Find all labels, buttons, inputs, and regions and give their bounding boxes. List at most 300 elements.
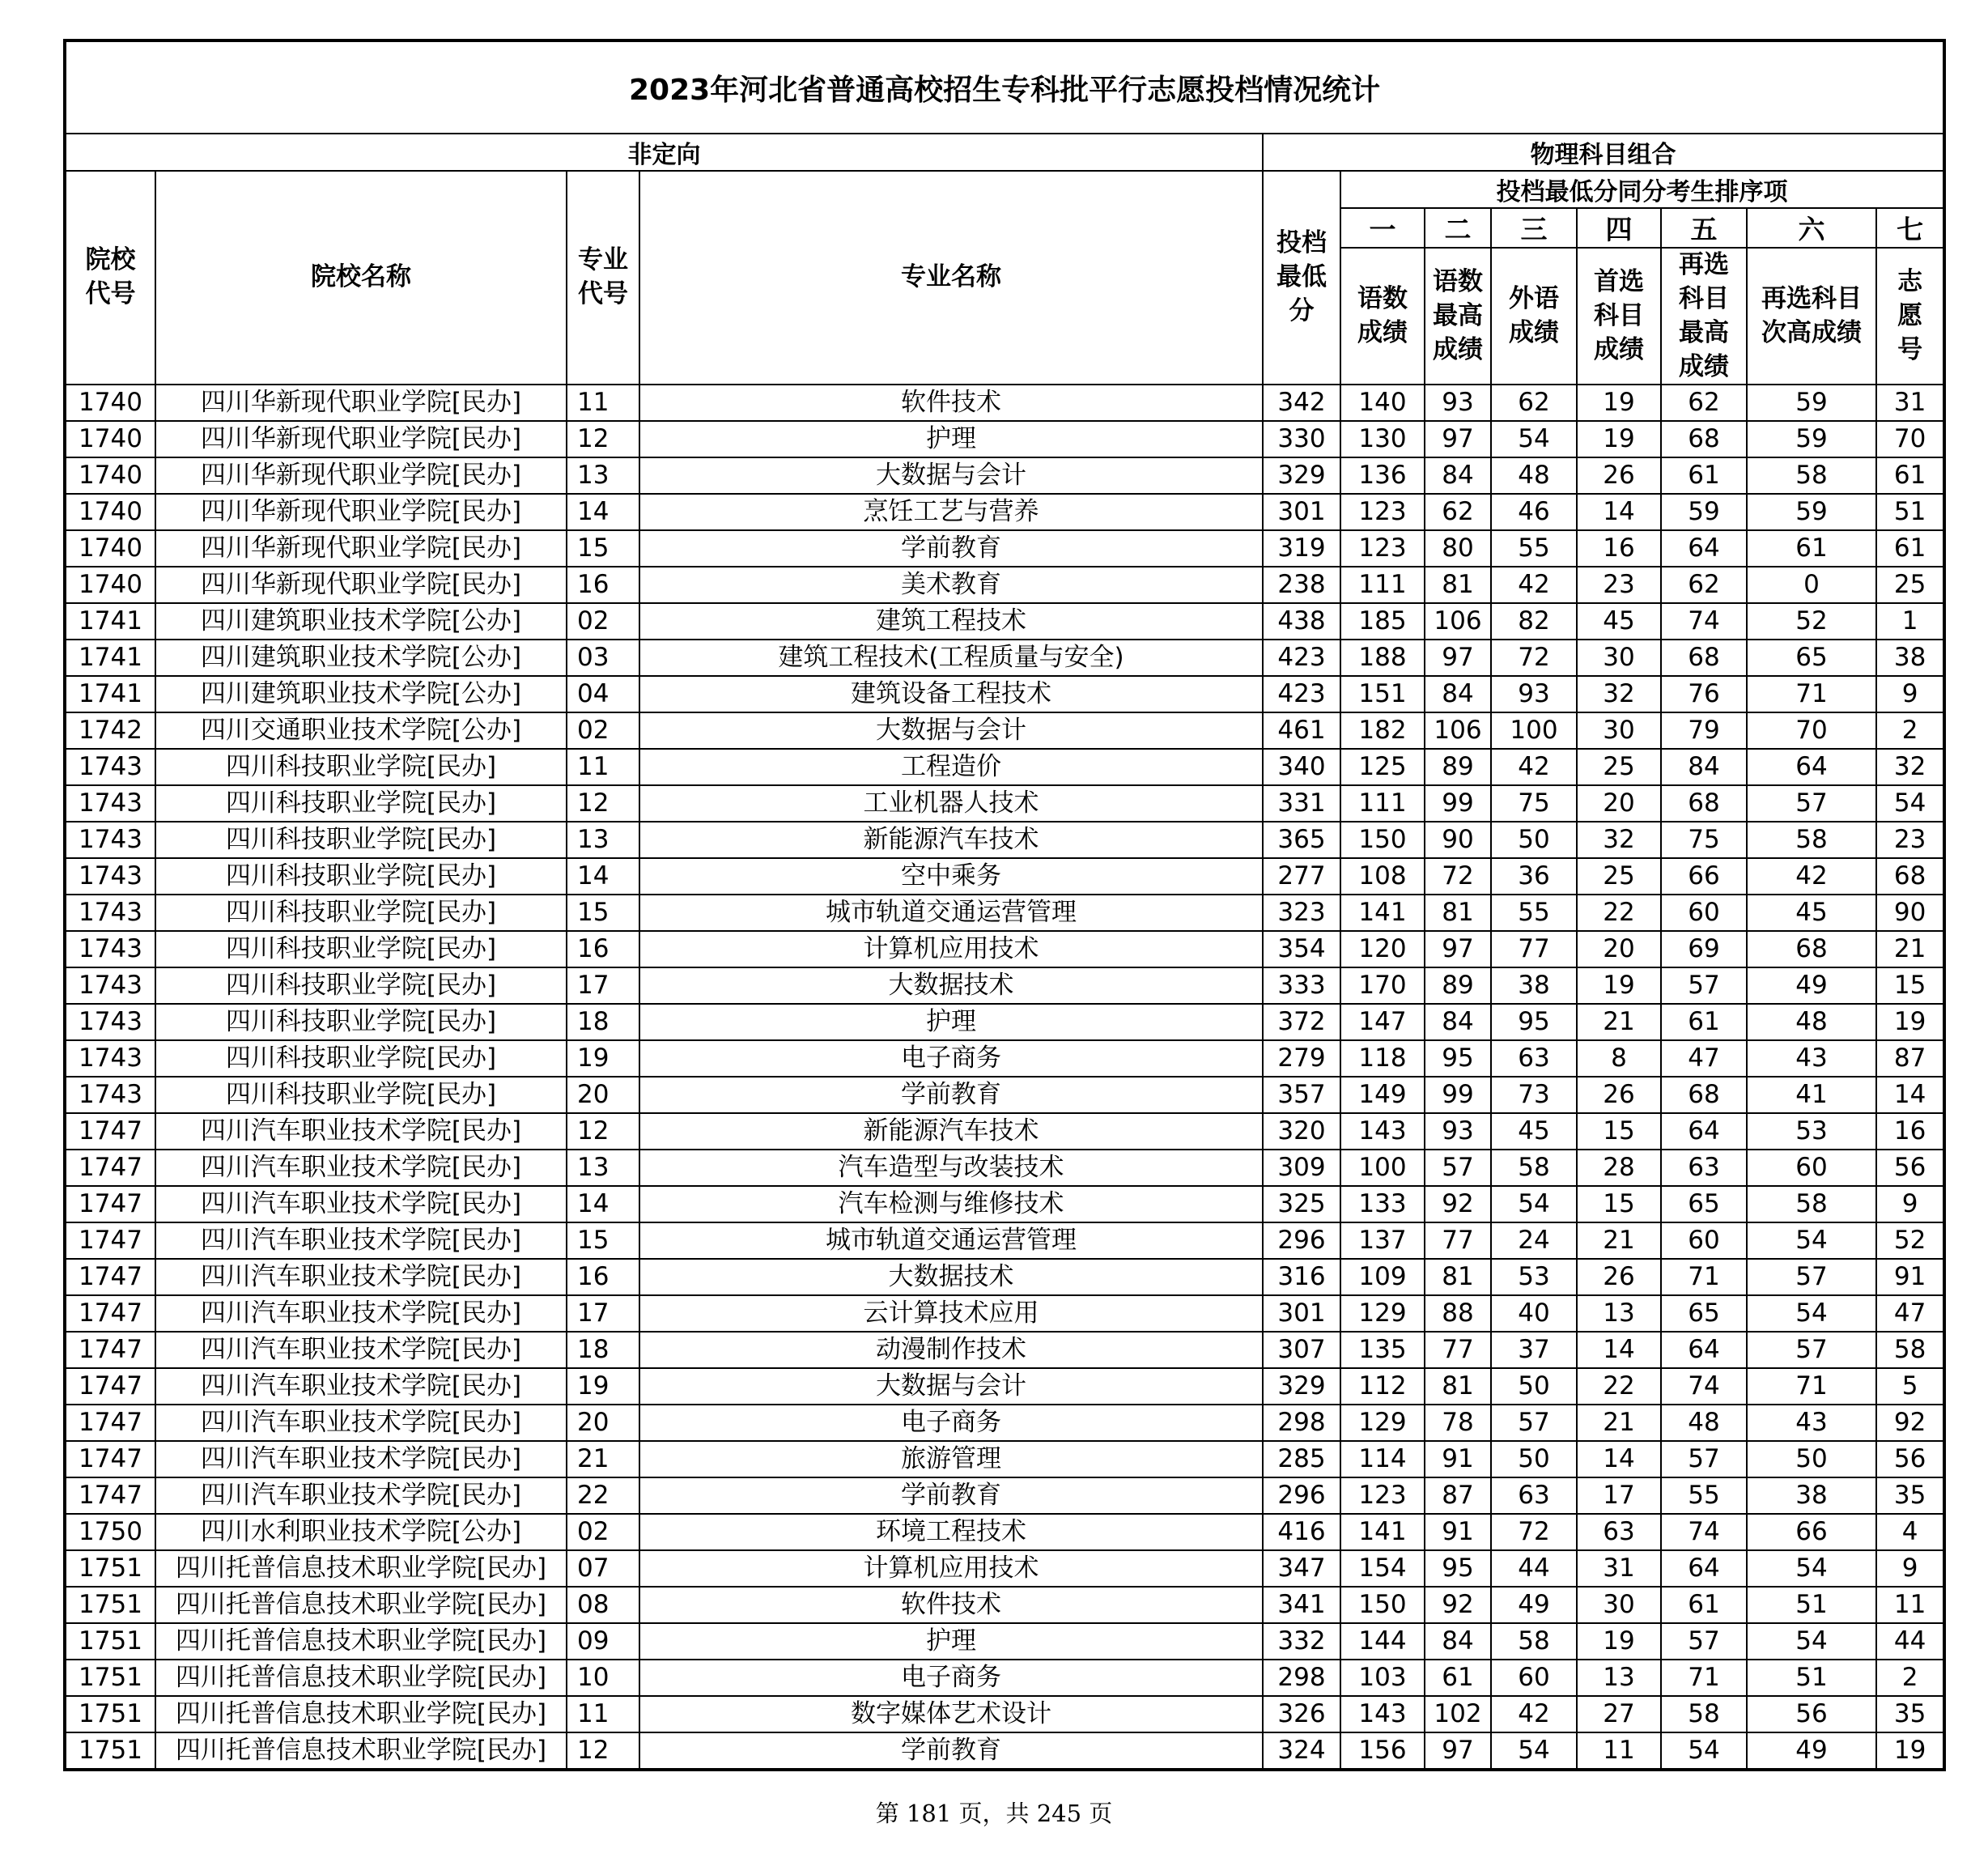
cell-application-number: 54: [1876, 785, 1944, 822]
header-line: 最高: [1433, 300, 1483, 330]
cell-score-chinese-math-max: 61: [1425, 1660, 1491, 1696]
cell-min-score: 307: [1263, 1332, 1340, 1368]
cell-school-name: 四川建筑职业技术学院[公办]: [155, 640, 567, 676]
cell-school-code: 1740: [65, 530, 155, 567]
cell-score-first-subject: 19: [1577, 421, 1661, 457]
cell-score-first-subject: 16: [1577, 530, 1661, 567]
cell-school-name: 四川汽车职业技术学院[民办]: [155, 1295, 567, 1332]
cell-score-second-subject-second: 45: [1747, 895, 1876, 931]
cell-application-number: 70: [1876, 421, 1944, 457]
cell-min-score: 340: [1263, 749, 1340, 785]
cell-school-name: 四川汽车职业技术学院[民办]: [155, 1332, 567, 1368]
cell-application-number: 5: [1876, 1368, 1944, 1405]
cell-score-second-subject-max: 76: [1661, 676, 1747, 712]
header-line: 专业: [578, 245, 628, 275]
cell-score-chinese-math-max: 91: [1425, 1514, 1491, 1550]
cell-school-code: 1747: [65, 1368, 155, 1405]
cell-major-name: 大数据与会计: [639, 457, 1263, 494]
cell-score-second-subject-max: 61: [1661, 457, 1747, 494]
table-row: [65, 1222, 1944, 1259]
cell-school-name: 四川汽车职业技术学院[民办]: [155, 1150, 567, 1186]
cell-score-first-subject: 19: [1577, 967, 1661, 1004]
cell-score-second-subject-second: 54: [1747, 1623, 1876, 1660]
cell-major-name: 电子商务: [639, 1660, 1263, 1696]
cell-min-score: 316: [1263, 1259, 1340, 1295]
cell-major-code: 02: [567, 712, 639, 749]
cell-score-chinese-math-max: 97: [1425, 931, 1491, 967]
cell-school-name: 四川科技职业学院[民办]: [155, 931, 567, 967]
table-row: [65, 1405, 1944, 1441]
cell-major-code: 07: [567, 1550, 639, 1587]
cell-score-first-subject: 23: [1577, 567, 1661, 603]
cell-score-chinese-math-max: 99: [1425, 1077, 1491, 1113]
table-row: [65, 494, 1944, 530]
header-school-name: 院校名称: [155, 171, 567, 385]
cell-score-second-subject-second: 64: [1747, 749, 1876, 785]
cell-score-second-subject-second: 58: [1747, 457, 1876, 494]
cell-application-number: 58: [1876, 1332, 1944, 1368]
sort-item-label-1: [1340, 248, 1425, 385]
header-line: 科目: [1679, 283, 1729, 313]
cell-school-code: 1743: [65, 1040, 155, 1077]
cell-application-number: 56: [1876, 1150, 1944, 1186]
cell-school-name: 四川科技职业学院[民办]: [155, 967, 567, 1004]
cell-major-name: 计算机应用技术: [639, 1550, 1263, 1587]
cell-score-second-subject-second: 51: [1747, 1660, 1876, 1696]
admission-table: [63, 39, 1946, 1771]
table-body: [65, 385, 1944, 1770]
cell-school-code: 1751: [65, 1587, 155, 1623]
cell-score-chinese-math-max: 80: [1425, 530, 1491, 567]
cell-score-first-subject: 45: [1577, 603, 1661, 640]
cell-school-code: 1747: [65, 1259, 155, 1295]
cell-score-chinese-math-max: 77: [1425, 1332, 1491, 1368]
cell-score-foreign-language: 62: [1491, 385, 1577, 421]
cell-score-chinese-math: 125: [1340, 749, 1425, 785]
cell-school-name: 四川汽车职业技术学院[民办]: [155, 1477, 567, 1514]
cell-min-score: 329: [1263, 1368, 1340, 1405]
cell-score-second-subject-max: 71: [1661, 1660, 1747, 1696]
cell-school-code: 1747: [65, 1222, 155, 1259]
cell-school-name: 四川华新现代职业学院[民办]: [155, 421, 567, 457]
cell-score-second-subject-second: 60: [1747, 1150, 1876, 1186]
cell-school-code: 1740: [65, 494, 155, 530]
cell-score-chinese-math: 143: [1340, 1696, 1425, 1732]
cell-score-chinese-math-max: 93: [1425, 1113, 1491, 1150]
cell-score-chinese-math: 170: [1340, 967, 1425, 1004]
header-line: 成绩: [1679, 351, 1729, 381]
table-row: [65, 931, 1944, 967]
cell-major-code: 20: [567, 1077, 639, 1113]
sort-item-label-6: [1747, 248, 1876, 385]
cell-score-foreign-language: 54: [1491, 421, 1577, 457]
cell-score-second-subject-second: 52: [1747, 603, 1876, 640]
cell-score-second-subject-second: 65: [1747, 640, 1876, 676]
cell-score-chinese-math-max: 92: [1425, 1587, 1491, 1623]
cell-school-name: 四川华新现代职业学院[民办]: [155, 385, 567, 421]
cell-score-chinese-math: 149: [1340, 1077, 1425, 1113]
cell-score-chinese-math: 130: [1340, 421, 1425, 457]
cell-score-chinese-math-max: 89: [1425, 967, 1491, 1004]
cell-application-number: 91: [1876, 1259, 1944, 1295]
cell-major-name: 建筑设备工程技术: [639, 676, 1263, 712]
cell-application-number: 23: [1876, 822, 1944, 858]
cell-school-name: 四川托普信息技术职业学院[民办]: [155, 1587, 567, 1623]
cell-score-foreign-language: 38: [1491, 967, 1577, 1004]
cell-application-number: 32: [1876, 749, 1944, 785]
cell-school-code: 1747: [65, 1295, 155, 1332]
cell-min-score: 319: [1263, 530, 1340, 567]
cell-score-second-subject-max: 65: [1661, 1295, 1747, 1332]
cell-major-code: 20: [567, 1405, 639, 1441]
header-sort-items: 投档最低分同分考生排序项: [1340, 171, 1944, 208]
cell-score-chinese-math-max: 84: [1425, 1623, 1491, 1660]
cell-major-code: 13: [567, 822, 639, 858]
cell-score-chinese-math: 141: [1340, 1514, 1425, 1550]
cell-score-foreign-language: 40: [1491, 1295, 1577, 1332]
cell-application-number: 2: [1876, 712, 1944, 749]
cell-major-name: 电子商务: [639, 1040, 1263, 1077]
cell-major-name: 建筑工程技术: [639, 603, 1263, 640]
cell-score-chinese-math: 123: [1340, 1477, 1425, 1514]
cell-score-first-subject: 15: [1577, 1186, 1661, 1222]
cell-application-number: 35: [1876, 1696, 1944, 1732]
cell-min-score: 333: [1263, 967, 1340, 1004]
cell-school-code: 1743: [65, 785, 155, 822]
cell-application-number: 16: [1876, 1113, 1944, 1150]
cell-score-chinese-math: 144: [1340, 1623, 1425, 1660]
table-row: [65, 385, 1944, 421]
table-row: [65, 530, 1944, 567]
cell-min-score: 329: [1263, 457, 1340, 494]
cell-score-chinese-math-max: 92: [1425, 1186, 1491, 1222]
header-line: 愿: [1897, 300, 1923, 330]
cell-score-second-subject-second: 43: [1747, 1040, 1876, 1077]
sort-order-2: 二: [1425, 208, 1491, 248]
cell-school-name: 四川汽车职业技术学院[民办]: [155, 1113, 567, 1150]
cell-score-first-subject: 30: [1577, 640, 1661, 676]
table-row: [65, 640, 1944, 676]
header-line: 志: [1897, 266, 1923, 296]
cell-score-second-subject-second: 54: [1747, 1295, 1876, 1332]
cell-score-first-subject: 22: [1577, 895, 1661, 931]
cell-score-foreign-language: 75: [1491, 785, 1577, 822]
cell-major-name: 学前教育: [639, 530, 1263, 567]
table-row: [65, 967, 1944, 1004]
table-row: [65, 1040, 1944, 1077]
cell-score-second-subject-max: 71: [1661, 1259, 1747, 1295]
cell-score-foreign-language: 49: [1491, 1587, 1577, 1623]
cell-score-chinese-math-max: 72: [1425, 858, 1491, 895]
cell-major-code: 15: [567, 530, 639, 567]
cell-min-score: 342: [1263, 385, 1340, 421]
header-line: 语数: [1357, 283, 1408, 313]
cell-application-number: 4: [1876, 1514, 1944, 1550]
header-line: 代号: [85, 279, 136, 309]
cell-score-second-subject-second: 71: [1747, 676, 1876, 712]
table-row: [65, 1368, 1944, 1405]
cell-min-score: 331: [1263, 785, 1340, 822]
table-row: [65, 1113, 1944, 1150]
cell-major-code: 16: [567, 931, 639, 967]
header-line: 代号: [578, 279, 628, 309]
table-row: [65, 1623, 1944, 1660]
cell-score-second-subject-max: 68: [1661, 640, 1747, 676]
table-row: [65, 603, 1944, 640]
cell-min-score: 461: [1263, 712, 1340, 749]
cell-score-chinese-math: 137: [1340, 1222, 1425, 1259]
cell-school-code: 1751: [65, 1623, 155, 1660]
cell-application-number: 61: [1876, 530, 1944, 567]
cell-score-foreign-language: 44: [1491, 1550, 1577, 1587]
cell-school-name: 四川科技职业学院[民办]: [155, 1004, 567, 1040]
cell-score-first-subject: 13: [1577, 1660, 1661, 1696]
cell-application-number: 47: [1876, 1295, 1944, 1332]
cell-school-code: 1747: [65, 1186, 155, 1222]
cell-major-name: 护理: [639, 1004, 1263, 1040]
cell-score-second-subject-max: 75: [1661, 822, 1747, 858]
cell-school-code: 1741: [65, 603, 155, 640]
cell-score-chinese-math: 150: [1340, 822, 1425, 858]
cell-major-name: 环境工程技术: [639, 1514, 1263, 1550]
table-row: [65, 1150, 1944, 1186]
cell-major-code: 22: [567, 1477, 639, 1514]
cell-score-chinese-math: 114: [1340, 1441, 1425, 1477]
cell-score-foreign-language: 42: [1491, 567, 1577, 603]
cell-school-code: 1747: [65, 1150, 155, 1186]
cell-school-code: 1740: [65, 385, 155, 421]
cell-score-second-subject-second: 54: [1747, 1550, 1876, 1587]
cell-application-number: 56: [1876, 1441, 1944, 1477]
table-row: [65, 1332, 1944, 1368]
cell-application-number: 90: [1876, 895, 1944, 931]
cell-major-code: 11: [567, 749, 639, 785]
cell-major-name: 学前教育: [639, 1732, 1263, 1770]
cell-score-second-subject-max: 61: [1661, 1587, 1747, 1623]
cell-major-code: 02: [567, 1514, 639, 1550]
cell-score-foreign-language: 63: [1491, 1040, 1577, 1077]
cell-score-second-subject-second: 49: [1747, 967, 1876, 1004]
cell-school-name: 四川汽车职业技术学院[民办]: [155, 1222, 567, 1259]
cell-score-chinese-math-max: 95: [1425, 1040, 1491, 1077]
cell-application-number: 21: [1876, 931, 1944, 967]
cell-score-first-subject: 26: [1577, 1077, 1661, 1113]
cell-score-second-subject-second: 53: [1747, 1113, 1876, 1150]
cell-school-name: 四川建筑职业技术学院[公办]: [155, 603, 567, 640]
cell-score-second-subject-second: 59: [1747, 421, 1876, 457]
cell-score-foreign-language: 77: [1491, 931, 1577, 967]
cell-score-chinese-math-max: 106: [1425, 712, 1491, 749]
cell-score-second-subject-max: 57: [1661, 1441, 1747, 1477]
cell-score-first-subject: 21: [1577, 1222, 1661, 1259]
cell-major-name: 大数据技术: [639, 967, 1263, 1004]
cell-score-chinese-math-max: 77: [1425, 1222, 1491, 1259]
cell-major-name: 工业机器人技术: [639, 785, 1263, 822]
cell-min-score: 438: [1263, 603, 1340, 640]
cell-school-name: 四川科技职业学院[民办]: [155, 895, 567, 931]
cell-min-score: 365: [1263, 822, 1340, 858]
cell-school-name: 四川华新现代职业学院[民办]: [155, 494, 567, 530]
cell-score-chinese-math: 111: [1340, 567, 1425, 603]
cell-major-name: 美术教育: [639, 567, 1263, 603]
cell-score-second-subject-second: 54: [1747, 1222, 1876, 1259]
cell-score-second-subject-second: 42: [1747, 858, 1876, 895]
cell-score-foreign-language: 72: [1491, 1514, 1577, 1550]
cell-score-chinese-math-max: 91: [1425, 1441, 1491, 1477]
cell-score-chinese-math-max: 97: [1425, 421, 1491, 457]
cell-score-second-subject-second: 50: [1747, 1441, 1876, 1477]
table-row: [65, 895, 1944, 931]
cell-major-name: 大数据与会计: [639, 1368, 1263, 1405]
cell-school-code: 1751: [65, 1550, 155, 1587]
cell-score-first-subject: 21: [1577, 1405, 1661, 1441]
cell-school-name: 四川科技职业学院[民办]: [155, 1077, 567, 1113]
table-row: [65, 1477, 1944, 1514]
cell-application-number: 44: [1876, 1623, 1944, 1660]
cell-score-second-subject-max: 47: [1661, 1040, 1747, 1077]
cell-major-name: 新能源汽车技术: [639, 1113, 1263, 1150]
cell-application-number: 9: [1876, 676, 1944, 712]
cell-score-second-subject-max: 68: [1661, 1077, 1747, 1113]
cell-score-second-subject-second: 68: [1747, 931, 1876, 967]
cell-score-second-subject-second: 56: [1747, 1696, 1876, 1732]
cell-score-chinese-math: 154: [1340, 1550, 1425, 1587]
table-row: [65, 822, 1944, 858]
cell-score-chinese-math: 135: [1340, 1332, 1425, 1368]
cell-score-first-subject: 26: [1577, 1259, 1661, 1295]
cell-score-second-subject-second: 61: [1747, 530, 1876, 567]
cell-score-foreign-language: 55: [1491, 895, 1577, 931]
cell-school-code: 1741: [65, 676, 155, 712]
cell-min-score: 296: [1263, 1222, 1340, 1259]
table-row: [65, 457, 1944, 494]
cell-school-code: 1740: [65, 457, 155, 494]
cell-score-chinese-math: 103: [1340, 1660, 1425, 1696]
cell-school-code: 1743: [65, 858, 155, 895]
cell-major-name: 软件技术: [639, 385, 1263, 421]
cell-score-chinese-math-max: 62: [1425, 494, 1491, 530]
cell-major-name: 烹饪工艺与营养: [639, 494, 1263, 530]
table-row: [65, 858, 1944, 895]
sort-order-3: 三: [1491, 208, 1577, 248]
cell-score-second-subject-second: 48: [1747, 1004, 1876, 1040]
cell-major-code: 17: [567, 967, 639, 1004]
cell-major-code: 21: [567, 1441, 639, 1477]
cell-score-second-subject-max: 64: [1661, 1113, 1747, 1150]
cell-score-foreign-language: 50: [1491, 822, 1577, 858]
cell-score-chinese-math: 151: [1340, 676, 1425, 712]
cell-school-code: 1740: [65, 421, 155, 457]
table-row: [65, 1441, 1944, 1477]
cell-score-chinese-math: 141: [1340, 895, 1425, 931]
cell-score-first-subject: 30: [1577, 1587, 1661, 1623]
cell-score-chinese-math: 129: [1340, 1405, 1425, 1441]
cell-score-first-subject: 27: [1577, 1696, 1661, 1732]
cell-min-score: 423: [1263, 676, 1340, 712]
cell-application-number: 68: [1876, 858, 1944, 895]
cell-score-second-subject-max: 59: [1661, 494, 1747, 530]
cell-score-foreign-language: 24: [1491, 1222, 1577, 1259]
cell-score-chinese-math-max: 81: [1425, 1259, 1491, 1295]
cell-score-second-subject-max: 64: [1661, 530, 1747, 567]
cell-application-number: 87: [1876, 1040, 1944, 1077]
cell-major-code: 11: [567, 385, 639, 421]
cell-school-name: 四川汽车职业技术学院[民办]: [155, 1368, 567, 1405]
cell-school-code: 1747: [65, 1332, 155, 1368]
header-line: 首选: [1594, 266, 1644, 296]
cell-min-score: 357: [1263, 1077, 1340, 1113]
table-row: [65, 421, 1944, 457]
cell-min-score: 416: [1263, 1514, 1340, 1550]
cell-major-name: 学前教育: [639, 1077, 1263, 1113]
cell-score-foreign-language: 37: [1491, 1332, 1577, 1368]
cell-application-number: 52: [1876, 1222, 1944, 1259]
cell-major-code: 18: [567, 1332, 639, 1368]
cell-school-name: 四川水利职业技术学院[公办]: [155, 1514, 567, 1550]
cell-score-chinese-math: 188: [1340, 640, 1425, 676]
cell-score-second-subject-second: 58: [1747, 1186, 1876, 1222]
cell-score-first-subject: 14: [1577, 494, 1661, 530]
cell-min-score: 354: [1263, 931, 1340, 967]
cell-score-first-subject: 28: [1577, 1150, 1661, 1186]
cell-major-code: 12: [567, 785, 639, 822]
header-major-code: [567, 171, 639, 385]
table-row: [65, 712, 1944, 749]
header-line: 分: [1289, 296, 1315, 326]
table-row: [65, 676, 1944, 712]
cell-major-code: 16: [567, 1259, 639, 1295]
cell-major-code: 13: [567, 1150, 639, 1186]
cell-school-code: 1742: [65, 712, 155, 749]
cell-score-chinese-math: 133: [1340, 1186, 1425, 1222]
cell-score-chinese-math: 147: [1340, 1004, 1425, 1040]
cell-score-second-subject-max: 64: [1661, 1332, 1747, 1368]
cell-score-first-subject: 14: [1577, 1441, 1661, 1477]
cell-score-second-subject-second: 38: [1747, 1477, 1876, 1514]
header-line: 成绩: [1433, 334, 1483, 364]
cell-score-foreign-language: 42: [1491, 749, 1577, 785]
cell-major-code: 12: [567, 1113, 639, 1150]
cell-school-name: 四川托普信息技术职业学院[民办]: [155, 1732, 567, 1770]
cell-score-foreign-language: 82: [1491, 603, 1577, 640]
cell-score-second-subject-second: 41: [1747, 1077, 1876, 1113]
cell-major-code: 12: [567, 1732, 639, 1770]
cell-score-foreign-language: 45: [1491, 1113, 1577, 1150]
cell-school-name: 四川汽车职业技术学院[民办]: [155, 1259, 567, 1295]
cell-score-foreign-language: 46: [1491, 494, 1577, 530]
table-row: [65, 1295, 1944, 1332]
cell-major-code: 18: [567, 1004, 639, 1040]
cell-score-second-subject-second: 57: [1747, 1259, 1876, 1295]
cell-major-code: 15: [567, 895, 639, 931]
cell-major-name: 软件技术: [639, 1587, 1263, 1623]
cell-application-number: 92: [1876, 1405, 1944, 1441]
cell-application-number: 19: [1876, 1732, 1944, 1770]
sort-item-label-4: [1577, 248, 1661, 385]
cell-min-score: 332: [1263, 1623, 1340, 1660]
cell-major-code: 14: [567, 1186, 639, 1222]
cell-major-name: 计算机应用技术: [639, 931, 1263, 967]
cell-score-chinese-math: 136: [1340, 457, 1425, 494]
sort-order-4: 四: [1577, 208, 1661, 248]
cell-school-name: 四川托普信息技术职业学院[民办]: [155, 1696, 567, 1732]
cell-school-name: 四川托普信息技术职业学院[民办]: [155, 1550, 567, 1587]
cell-score-second-subject-second: 57: [1747, 785, 1876, 822]
cell-application-number: 19: [1876, 1004, 1944, 1040]
cell-score-chinese-math-max: 81: [1425, 1368, 1491, 1405]
cell-major-code: 15: [567, 1222, 639, 1259]
cell-score-chinese-math: 140: [1340, 385, 1425, 421]
